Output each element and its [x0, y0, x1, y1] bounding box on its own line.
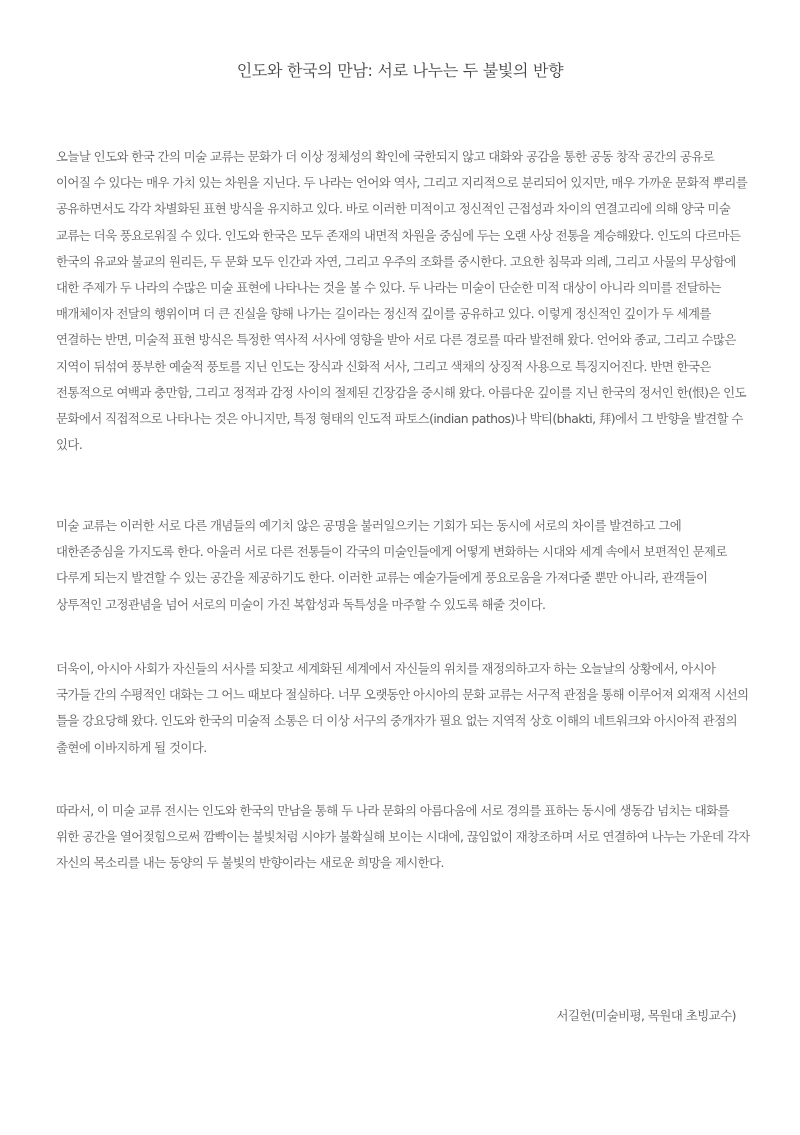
paragraph-4: 따라서, 이 미술 교류 전시는 인도와 한국의 만남을 통해 두 나라 문화의 아름다움에 서로 경의를 표하는 동시에 생동감 넘치는 대화를 위한 공간을 열어젖힘으로써 깜빡이는 불빛처럼 시야가 불확실해 보이는 시대에, 끊임없이 재창조하며 서로 연결하여 나누는 가운데 각자 자신의 목소리를 내는 동양의 두 불빛의 반향이라는 새로운 희망을 제시한다.	[56, 803, 750, 871]
paragraph-3: 더욱이, 아시아 사회가 자신들의 서사를 되찾고 세계화된 세계에서 자신들의 위치를 재정의하고자 하는 오늘날의 상황에서, 아시아 국가들 간의 수평적인 대화는 그 어느 때보다 절실하다. 너무 오랫동안 아시아의 문화 교류는 서구적 관점을 통해 이루어져 외재적 시선의 틀을 강요당해 왔다. 인도와 한국의 미술적 소통은 더 이상 서구의 중개자가 필요 없는 지역적 상호 이해의 네트워크와 아시아적 관점의 출현에 이바지하게 될 것이다.	[56, 661, 749, 755]
author-signature: 서길헌(미술비평, 목원대 초빙교수)	[556, 1008, 736, 1023]
paragraph-1: 오늘날 인도와 한국 간의 미술 교류는 문화가 더 이상 정체성의 확인에 국한되지 않고 대화와 공감을 통한 공동 창작 공간의 공유로 이어질 수 있다는 매우 가치 있는 차원을 지닌다. 두 나라는 언어와 역사, 그리고 지리적으로 분리되어 있지만, 매우 가까운 문화적 뿌리를 공유하면서도 각각 차별화된 표현 방식을 유지하고 있다. 바로 이러한 미적이고 정신적인 근접성과 차이의 연결고리에 의해 양국 미술 교류는 더욱 풍요로워질 수 있다. 인도와 한국은 모두 존재의 내면적 차원을 중심에 두는 오랜 사상 전통을 계승해왔다. 인도의 다르마든 한국의 유교와 불교의 원리든, 두 문화 모두 인간과 자연, 그리고 우주의 조화를 중시한다. 고요한 침묵과 의례, 그리고 사물의 무상함에 대한 주제가 두 나라의 수많은 미술 표현에 나타나는 것을 볼 수 있다. 두 나라는 미술이 단순한 미적 대상이 아니라 의미를 전달하는 매개체이자 전달의 행위이며 더 큰 진실을 향해 나가는 길이라는 정신적 깊이를 공유하고 있다. 이렇게 정신적인 깊이가 두 세계를 연결하는 반면, 미술적 표현 방식은 특정한 역사적 서사에 영향을 받아 서로 다른 경로를 따라 발전해 왔다. 언어와 종교, 그리고 수많은 지역이 뒤섞여 풍부한 예술적 풍토를 지닌 인도는 장식과 신화적 서사, 그리고 색채의 상징적 사용으로 특징지어진다. 반면 한국은 전통적으로 여백과 충만함, 그리고 정적과 감정 사이의 절제된 긴장감을 중시해 왔다. 아름다운 깊이를 지닌 한국의 정서인 한(恨)은 인도 문화에서 직접적으로 나타나는 것은 아니지만, 특정 형태의 인도적 파토스(indian pathos)나 박티(bhakti, 拜)에서 그 반향을 발견할 수 있다.	[56, 149, 748, 453]
paragraph-2: 미술 교류는 이러한 서로 다른 개념들의 예기치 않은 공명을 불러일으키는 기회가 되는 동시에 서로의 차이를 발견하고 그에 대한존중심을 가지도록 한다. 아울러 서로 다른 전통들이 각국의 미술인들에게 어떻게 변화하는 시대와 세계 속에서 보편적인 문제로 다루게 되는지 발견할 수 있는 공간을 제공하기도 한다. 이러한 교류는 예술가들에게 풍요로움을 가져다줄 뿐만 아니라, 관객들이 상투적인 고정관념을 넘어 서로의 미술이 가진 복합성과 독특성을 마주할 수 있도록 해줄 것이다.	[56, 518, 727, 612]
document-title: 인도와 한국의 만남: 서로 나누는 두 불빛의 반향	[236, 61, 564, 80]
